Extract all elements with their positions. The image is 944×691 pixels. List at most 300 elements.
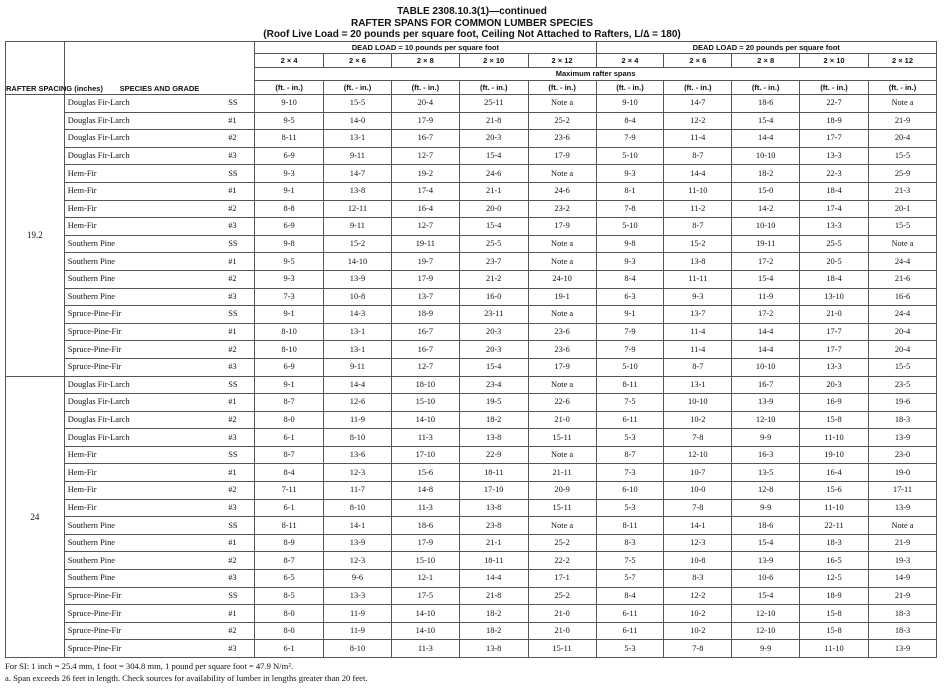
span-value-cell: 13-9 <box>868 640 936 658</box>
span-value-cell: 9-9 <box>732 429 800 447</box>
units-header: (ft. - in.) <box>800 81 869 95</box>
species-cell: Spruce-Pine-Fir <box>64 587 218 605</box>
span-value-cell: 19-5 <box>459 394 528 412</box>
table-row <box>6 570 937 588</box>
table-row <box>6 200 937 218</box>
span-value-cell: 8-7 <box>664 218 732 236</box>
span-value-cell: 10-2 <box>664 622 732 640</box>
table-row <box>6 534 937 552</box>
span-value-cell: 18-4 <box>800 270 869 288</box>
grade-cell: #2 <box>218 200 254 218</box>
span-value-cell: 14-1 <box>324 517 392 535</box>
span-value-cell: 21-8 <box>459 112 528 130</box>
span-value-cell: 9-1 <box>255 306 324 324</box>
span-value-cell: 6-9 <box>255 218 324 236</box>
span-value-cell: 21-2 <box>459 270 528 288</box>
species-cell: Hem-Fir <box>64 182 218 200</box>
grade-cell: #3 <box>218 358 254 376</box>
rafter-span-table <box>5 41 937 658</box>
lumber-size-header: 2 × 4 <box>596 54 664 68</box>
span-value-cell: 24-4 <box>868 253 936 271</box>
span-value-cell: 14-7 <box>664 95 732 113</box>
lumber-size-header: 2 × 10 <box>459 54 528 68</box>
units-header: (ft. - in.) <box>255 81 324 95</box>
span-value-cell: 11-10 <box>800 429 869 447</box>
span-value-cell: 19-3 <box>868 552 936 570</box>
rafter-spacing-header: RAFTER SPACING (inches) <box>6 42 65 95</box>
span-value-cell: 15-6 <box>391 464 459 482</box>
span-value-cell: 16-5 <box>800 552 869 570</box>
units-header: (ft. - in.) <box>391 81 459 95</box>
span-value-cell: 19-0 <box>868 464 936 482</box>
span-value-cell: 13-3 <box>800 147 869 165</box>
span-value-cell: 12-6 <box>324 394 392 412</box>
span-value-cell: 17-9 <box>391 270 459 288</box>
species-cell: Hem-Fir <box>64 464 218 482</box>
span-value-cell: Note a <box>528 446 596 464</box>
span-value-cell: 13-3 <box>324 587 392 605</box>
span-value-cell: 21-0 <box>800 306 869 324</box>
span-value-cell: 15-4 <box>459 218 528 236</box>
span-value-cell: 13-3 <box>800 218 869 236</box>
span-value-cell: 8-7 <box>664 358 732 376</box>
span-value-cell: 19-2 <box>391 165 459 183</box>
span-value-cell: 14-10 <box>391 622 459 640</box>
table-row <box>6 182 937 200</box>
span-value-cell: 14-10 <box>324 253 392 271</box>
span-value-cell: 9-10 <box>255 95 324 113</box>
span-value-cell: 8-11 <box>255 517 324 535</box>
span-value-cell: 17-2 <box>732 306 800 324</box>
max-spans-header: Maximum rafter spans <box>255 68 937 81</box>
grade-cell: #3 <box>218 218 254 236</box>
span-value-cell: 16-7 <box>391 323 459 341</box>
span-value-cell: 18-6 <box>732 95 800 113</box>
species-cell: Douglas Fir-Larch <box>64 112 218 130</box>
species-cell: Douglas Fir-Larch <box>64 411 218 429</box>
span-value-cell: 15-4 <box>732 534 800 552</box>
grade-cell: #1 <box>218 605 254 623</box>
span-value-cell: 8-11 <box>596 517 664 535</box>
span-value-cell: Note a <box>528 95 596 113</box>
span-value-cell: 8-10 <box>324 429 392 447</box>
grade-cell: #2 <box>218 130 254 148</box>
span-value-cell: 12-2 <box>664 587 732 605</box>
table-row <box>6 323 937 341</box>
span-value-cell: 11-11 <box>664 270 732 288</box>
grade-cell: #2 <box>218 341 254 359</box>
species-cell: Southern Pine <box>64 253 218 271</box>
span-value-cell: 10-8 <box>324 288 392 306</box>
span-value-cell: 17-10 <box>391 446 459 464</box>
span-value-cell: 16-4 <box>800 464 869 482</box>
grade-cell: #1 <box>218 112 254 130</box>
grade-cell: #1 <box>218 534 254 552</box>
span-value-cell: 9-8 <box>255 235 324 253</box>
table-row <box>6 147 937 165</box>
grade-cell: #1 <box>218 182 254 200</box>
span-value-cell: 6-9 <box>255 358 324 376</box>
span-value-cell: 15-4 <box>732 270 800 288</box>
span-value-cell: 15-8 <box>800 411 869 429</box>
units-header: (ft. - in.) <box>732 81 800 95</box>
species-grade-header: SPECIES AND GRADE <box>64 42 254 95</box>
span-value-cell: 7-9 <box>596 130 664 148</box>
span-value-cell: 19-10 <box>800 446 869 464</box>
span-value-cell: 19-11 <box>391 235 459 253</box>
span-value-cell: 18-11 <box>459 552 528 570</box>
span-value-cell: 18-11 <box>459 464 528 482</box>
span-value-cell: 14-4 <box>732 341 800 359</box>
span-value-cell: 20-9 <box>528 482 596 500</box>
species-cell: Southern Pine <box>64 235 218 253</box>
span-value-cell: 15-5 <box>868 147 936 165</box>
span-value-cell: 17-7 <box>800 130 869 148</box>
dead-load-20-header: DEAD LOAD = 20 pounds per square foot <box>596 42 936 54</box>
grade-cell: #3 <box>218 147 254 165</box>
span-value-cell: 13-6 <box>324 446 392 464</box>
table-row <box>6 464 937 482</box>
table-row <box>6 587 937 605</box>
span-value-cell: 8-0 <box>255 605 324 623</box>
span-value-cell: 23-4 <box>459 376 528 394</box>
span-value-cell: 20-3 <box>459 341 528 359</box>
span-value-cell: 17-9 <box>391 534 459 552</box>
span-value-cell: 12-1 <box>391 570 459 588</box>
span-value-cell: 23-7 <box>459 253 528 271</box>
span-value-cell: 6-11 <box>596 411 664 429</box>
span-value-cell: 22-9 <box>459 446 528 464</box>
span-value-cell: 6-3 <box>596 288 664 306</box>
span-value-cell: 12-5 <box>800 570 869 588</box>
span-value-cell: 14-4 <box>459 570 528 588</box>
span-value-cell: 12-3 <box>664 534 732 552</box>
span-value-cell: 15-4 <box>732 587 800 605</box>
span-value-cell: 20-3 <box>800 376 869 394</box>
span-value-cell: 10-6 <box>732 570 800 588</box>
table-row <box>6 376 937 394</box>
span-value-cell: 8-3 <box>664 570 732 588</box>
span-value-cell: 7-5 <box>596 394 664 412</box>
span-value-cell: 13-9 <box>868 499 936 517</box>
span-value-cell: 9-3 <box>664 288 732 306</box>
span-value-cell: 7-11 <box>255 482 324 500</box>
grade-cell: #1 <box>218 394 254 412</box>
span-value-cell: 20-3 <box>459 323 528 341</box>
span-value-cell: 25-2 <box>528 112 596 130</box>
span-value-cell: 21-0 <box>528 622 596 640</box>
span-value-cell: 18-6 <box>732 517 800 535</box>
rafter-spacing-cell: 24 <box>6 376 65 658</box>
species-cell: Spruce-Pine-Fir <box>64 341 218 359</box>
span-value-cell: 8-8 <box>255 200 324 218</box>
span-value-cell: 16-6 <box>868 288 936 306</box>
units-header: (ft. - in.) <box>868 81 936 95</box>
span-value-cell: 9-9 <box>732 640 800 658</box>
grade-cell: #2 <box>218 411 254 429</box>
span-value-cell: 8-0 <box>255 411 324 429</box>
span-value-cell: 9-3 <box>255 165 324 183</box>
span-value-cell: 6-9 <box>255 147 324 165</box>
span-value-cell: Note a <box>528 306 596 324</box>
span-value-cell: 19-1 <box>528 288 596 306</box>
span-value-cell: 14-0 <box>324 112 392 130</box>
span-value-cell: 13-9 <box>324 270 392 288</box>
lumber-size-header: 2 × 12 <box>868 54 936 68</box>
span-value-cell: 17-11 <box>868 482 936 500</box>
span-value-cell: 13-1 <box>664 376 732 394</box>
span-value-cell: Note a <box>868 235 936 253</box>
span-value-cell: 21-9 <box>868 112 936 130</box>
table-row <box>6 95 937 113</box>
span-value-cell: 18-3 <box>868 411 936 429</box>
species-cell: Spruce-Pine-Fir <box>64 622 218 640</box>
span-value-cell: 14-4 <box>732 130 800 148</box>
span-value-cell: 7-8 <box>664 640 732 658</box>
span-value-cell: 21-0 <box>528 605 596 623</box>
span-value-cell: 11-3 <box>391 640 459 658</box>
span-value-cell: 7-8 <box>664 429 732 447</box>
span-value-cell: 16-7 <box>391 341 459 359</box>
table-row <box>6 288 937 306</box>
span-value-cell: Note a <box>528 376 596 394</box>
table-row <box>6 253 937 271</box>
span-value-cell: 12-7 <box>391 147 459 165</box>
span-value-cell: 5-7 <box>596 570 664 588</box>
lumber-size-header: 2 × 4 <box>255 54 324 68</box>
span-value-cell: 21-1 <box>459 534 528 552</box>
grade-cell: #3 <box>218 499 254 517</box>
span-value-cell: 17-9 <box>528 358 596 376</box>
span-value-cell: 6-10 <box>596 482 664 500</box>
span-value-cell: 12-3 <box>324 464 392 482</box>
species-cell: Southern Pine <box>64 570 218 588</box>
span-value-cell: 24-10 <box>528 270 596 288</box>
span-value-cell: 5-10 <box>596 358 664 376</box>
dead-load-10-header: DEAD LOAD = 10 pounds per square foot <box>255 42 596 54</box>
span-value-cell: 8-5 <box>255 587 324 605</box>
span-value-cell: 25-2 <box>528 587 596 605</box>
span-value-cell: 8-11 <box>596 376 664 394</box>
span-value-cell: 15-5 <box>868 358 936 376</box>
span-value-cell: 8-7 <box>255 552 324 570</box>
span-value-cell: 25-5 <box>800 235 869 253</box>
span-value-cell: 13-9 <box>732 552 800 570</box>
span-value-cell: 11-10 <box>664 182 732 200</box>
span-value-cell: 8-9 <box>255 534 324 552</box>
span-value-cell: 10-8 <box>664 552 732 570</box>
span-value-cell: 19-6 <box>868 394 936 412</box>
span-value-cell: 5-3 <box>596 499 664 517</box>
span-value-cell: 22-3 <box>800 165 869 183</box>
span-value-cell: 12-2 <box>664 112 732 130</box>
species-cell: Douglas Fir-Larch <box>64 130 218 148</box>
span-value-cell: 21-9 <box>868 534 936 552</box>
species-cell: Hem-Fir <box>64 482 218 500</box>
span-value-cell: 17-9 <box>528 218 596 236</box>
grade-cell: #1 <box>218 464 254 482</box>
span-value-cell: 15-4 <box>459 147 528 165</box>
species-cell: Hem-Fir <box>64 165 218 183</box>
span-value-cell: 20-5 <box>800 253 869 271</box>
span-value-cell: 12-3 <box>324 552 392 570</box>
table-row <box>6 552 937 570</box>
span-value-cell: 6-11 <box>596 605 664 623</box>
span-value-cell: 11-4 <box>664 130 732 148</box>
span-value-cell: 9-11 <box>324 218 392 236</box>
grade-cell: #2 <box>218 482 254 500</box>
span-value-cell: 14-1 <box>664 517 732 535</box>
span-value-cell: 14-2 <box>732 200 800 218</box>
table-row <box>6 218 937 236</box>
span-value-cell: 23-6 <box>528 323 596 341</box>
span-value-cell: 16-7 <box>732 376 800 394</box>
span-value-cell: 13-1 <box>324 323 392 341</box>
span-value-cell: 9-6 <box>324 570 392 588</box>
rafter-spacing-cell: 19.2 <box>6 95 65 377</box>
span-value-cell: Note a <box>528 253 596 271</box>
span-value-cell: 13-9 <box>732 394 800 412</box>
grade-cell: #2 <box>218 552 254 570</box>
span-value-cell: 15-4 <box>732 112 800 130</box>
species-cell: Spruce-Pine-Fir <box>64 640 218 658</box>
span-value-cell: 12-10 <box>732 411 800 429</box>
species-cell: Douglas Fir-Larch <box>64 147 218 165</box>
span-value-cell: 8-3 <box>596 534 664 552</box>
span-value-cell: 15-4 <box>459 358 528 376</box>
span-value-cell: 8-10 <box>324 640 392 658</box>
span-value-cell: 21-8 <box>459 587 528 605</box>
span-value-cell: 18-3 <box>868 605 936 623</box>
table-number: TABLE 2308.10.3(1)—continued <box>397 6 547 17</box>
grade-cell: SS <box>218 95 254 113</box>
grade-cell: #3 <box>218 570 254 588</box>
span-value-cell: 21-0 <box>528 411 596 429</box>
grade-cell: #2 <box>218 270 254 288</box>
span-value-cell: 13-1 <box>324 130 392 148</box>
span-value-cell: 12-10 <box>664 446 732 464</box>
table-row <box>6 235 937 253</box>
span-value-cell: 11-10 <box>800 499 869 517</box>
footnotes <box>5 661 939 684</box>
table-row <box>6 358 937 376</box>
span-value-cell: 13-9 <box>324 534 392 552</box>
span-value-cell: 8-10 <box>255 341 324 359</box>
table-row <box>6 112 937 130</box>
span-value-cell: 5-10 <box>596 147 664 165</box>
span-value-cell: 15-5 <box>868 218 936 236</box>
span-value-cell: 7-3 <box>596 464 664 482</box>
span-value-cell: 11-4 <box>664 323 732 341</box>
span-value-cell: 6-1 <box>255 640 324 658</box>
span-value-cell: 13-5 <box>732 464 800 482</box>
span-value-cell: 13-7 <box>664 306 732 324</box>
span-value-cell: 9-8 <box>596 235 664 253</box>
table-row <box>6 411 937 429</box>
span-value-cell: 12-7 <box>391 218 459 236</box>
grade-cell: #3 <box>218 640 254 658</box>
span-value-cell: 15-10 <box>391 394 459 412</box>
units-header: (ft. - in.) <box>528 81 596 95</box>
span-value-cell: 17-7 <box>800 323 869 341</box>
span-value-cell: 12-7 <box>391 358 459 376</box>
table-row <box>6 622 937 640</box>
grade-cell: SS <box>218 446 254 464</box>
span-value-cell: 8-7 <box>255 394 324 412</box>
span-value-cell: Note a <box>528 235 596 253</box>
span-value-cell: 15-0 <box>732 182 800 200</box>
span-value-cell: 8-0 <box>255 622 324 640</box>
span-value-cell: 15-2 <box>664 235 732 253</box>
span-value-cell: 11-9 <box>324 411 392 429</box>
span-value-cell: 7-8 <box>596 200 664 218</box>
species-cell: Hem-Fir <box>64 446 218 464</box>
span-value-cell: 25-11 <box>459 95 528 113</box>
span-value-cell: 10-10 <box>732 147 800 165</box>
span-value-cell: 23-0 <box>868 446 936 464</box>
span-value-cell: 6-1 <box>255 429 324 447</box>
span-value-cell: 10-10 <box>664 394 732 412</box>
span-value-cell: 18-9 <box>391 306 459 324</box>
species-cell: Douglas Fir-Larch <box>64 376 218 394</box>
grade-cell: SS <box>218 517 254 535</box>
table-row <box>6 429 937 447</box>
lumber-size-header: 2 × 12 <box>528 54 596 68</box>
grade-cell: SS <box>218 235 254 253</box>
span-value-cell: 20-1 <box>868 200 936 218</box>
span-value-cell: 5-10 <box>596 218 664 236</box>
span-value-cell: 13-9 <box>868 429 936 447</box>
span-value-cell: 23-6 <box>528 130 596 148</box>
span-value-cell: 21-1 <box>459 182 528 200</box>
species-cell: Douglas Fir-Larch <box>64 95 218 113</box>
table-title: RAFTER SPANS FOR COMMON LUMBER SPECIES <box>350 17 594 29</box>
span-value-cell: 15-11 <box>528 499 596 517</box>
span-value-cell: 5-3 <box>596 640 664 658</box>
span-value-cell: 15-8 <box>800 605 869 623</box>
span-value-cell: 11-3 <box>391 429 459 447</box>
species-cell: Hem-Fir <box>64 499 218 517</box>
span-value-cell: 14-4 <box>664 165 732 183</box>
table-row <box>6 270 937 288</box>
span-value-cell: 11-9 <box>732 288 800 306</box>
span-value-cell: 9-1 <box>255 182 324 200</box>
span-value-cell: Note a <box>868 517 936 535</box>
span-value-cell: 19-7 <box>391 253 459 271</box>
species-cell: Spruce-Pine-Fir <box>64 358 218 376</box>
span-value-cell: 15-5 <box>324 95 392 113</box>
span-value-cell: 22-2 <box>528 552 596 570</box>
species-cell: Spruce-Pine-Fir <box>64 306 218 324</box>
table-row <box>6 605 937 623</box>
grade-cell: #3 <box>218 429 254 447</box>
span-value-cell: 14-7 <box>324 165 392 183</box>
table-row <box>6 499 937 517</box>
species-cell: Douglas Fir-Larch <box>64 429 218 447</box>
span-value-cell: 8-7 <box>664 147 732 165</box>
span-value-cell: 20-4 <box>868 341 936 359</box>
span-value-cell: 22-7 <box>800 95 869 113</box>
span-value-cell: 10-10 <box>732 358 800 376</box>
span-value-cell: 15-6 <box>800 482 869 500</box>
species-cell: Hem-Fir <box>64 200 218 218</box>
span-value-cell: 13-8 <box>459 640 528 658</box>
table-row <box>6 482 937 500</box>
span-value-cell: 23-5 <box>868 376 936 394</box>
span-value-cell: 12-10 <box>732 605 800 623</box>
span-value-cell: 23-6 <box>528 341 596 359</box>
span-value-cell: 17-9 <box>391 112 459 130</box>
